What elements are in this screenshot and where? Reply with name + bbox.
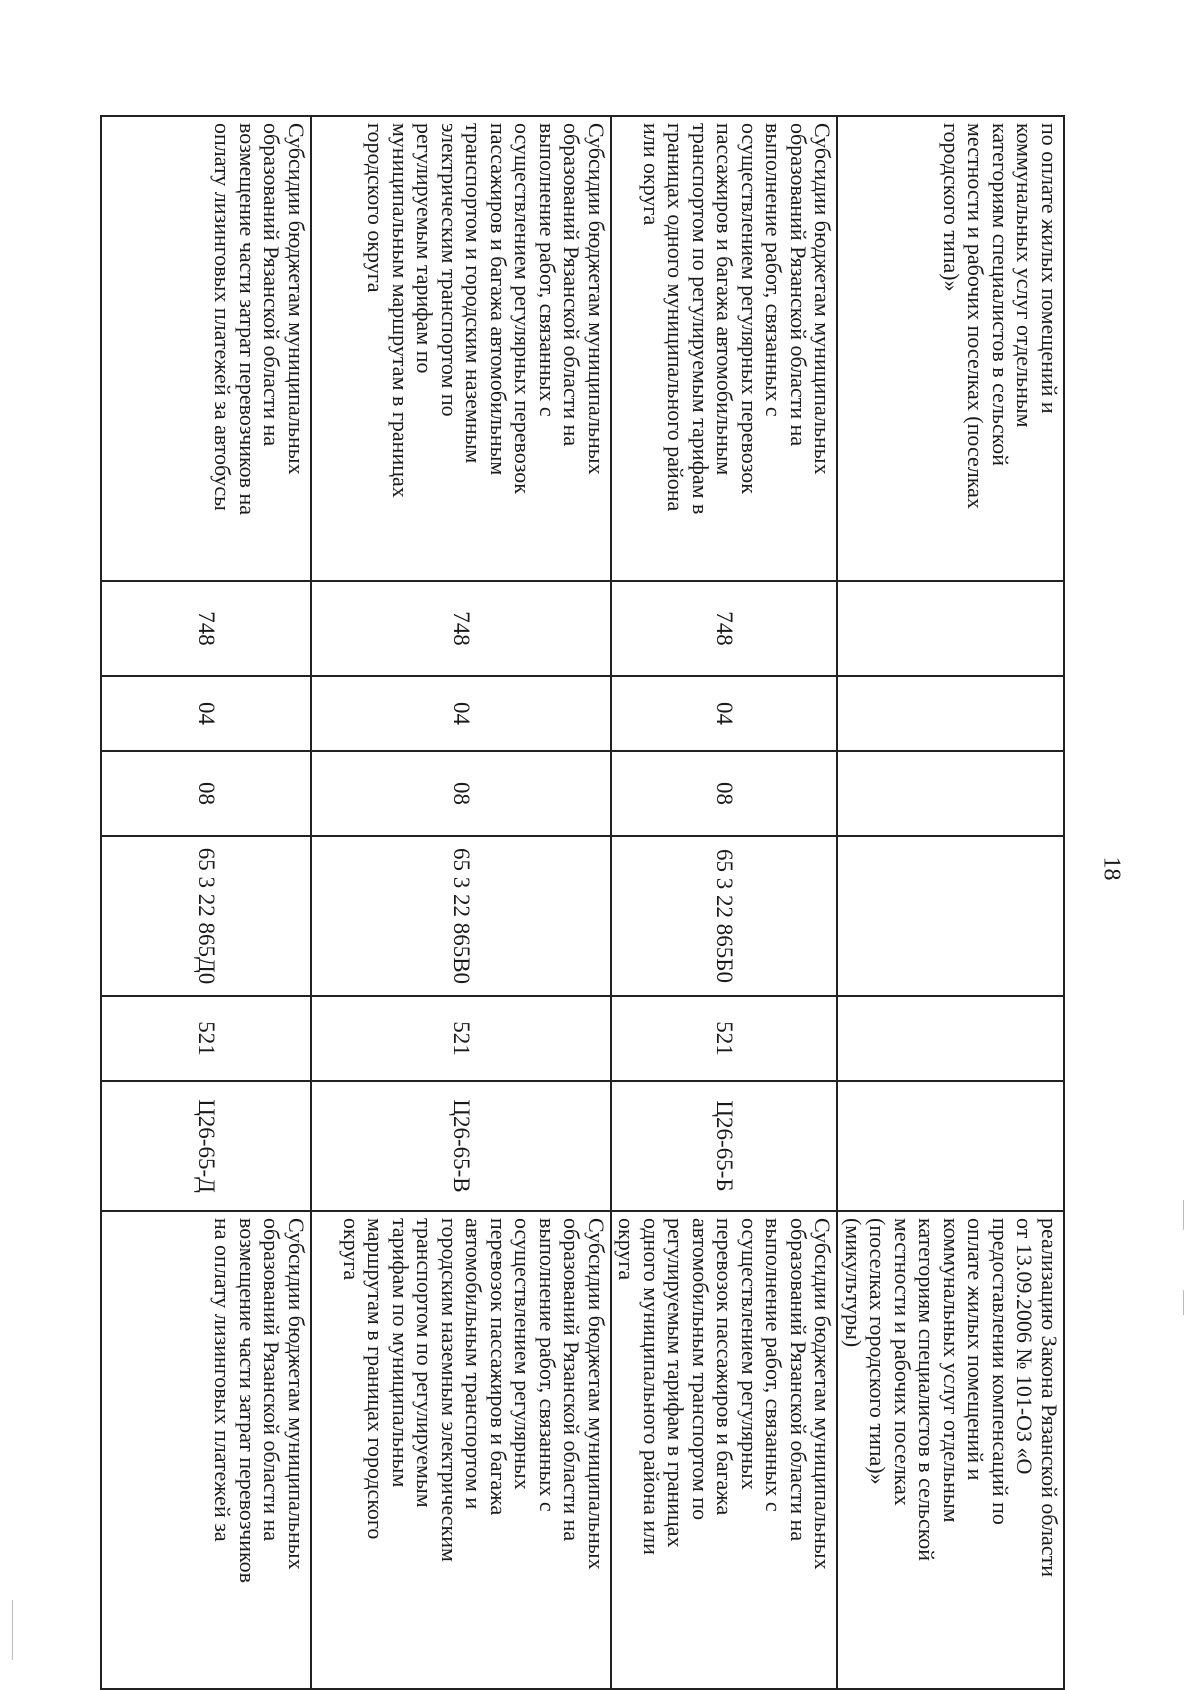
table-row — [101, 116, 311, 1689]
subsection-code — [838, 751, 1065, 836]
purpose-description: Субсидии бюджетам муниципальных образований Рязанской области на возмещение части затрат перевозчиков на оплату лизинговых платежей за — [101, 1211, 311, 1689]
row-description: Субсидии бюджетам муниципальных образований Рязанской области на возмещение части затрат перевозчиков на оплату лизинговых платежей за автобусы — [101, 116, 311, 581]
purpose-description: реализацию Закона Рязанской области от 13.09.2006 № 101-ОЗ «О предоставлении компенсаций по оплате жилых помещений и коммунальных услуг отдельным категориям специалистов в сельской местности и рабочих поселках (поселках городского типа)» (микулътуры) — [838, 1211, 1065, 1689]
section-code: 04 — [101, 676, 311, 751]
expense-type-code — [838, 996, 1065, 1081]
row-description: Субсидии бюджетам муниципальных образований Рязанской области на выполнение работ, связанных с осуществлением регулярных перевозок пассажиров и багажа автомобильным транспортом по регулируемым тарифам в границах одного муниципального района или округа — [611, 116, 838, 581]
target-article-code: 65 3 22 865Б0 — [611, 836, 838, 996]
purpose-code: Ц26-65-Б — [611, 1081, 838, 1211]
purpose-code: Ц26-65-В — [311, 1081, 611, 1211]
admin-code: 748 — [101, 581, 311, 676]
page-number: 18 — [1098, 856, 1125, 881]
target-article-code: 65 3 22 865Д0 — [101, 836, 311, 996]
admin-code: 748 — [611, 581, 838, 676]
purpose-code: Ц26-65-Д — [101, 1081, 311, 1211]
purpose-description: Субсидии бюджетам муниципальных образований Рязанской области на выполнение работ, связанных с осуществлением регулярных перевозок пассажиров и багажа автомобильным транспортом по регулируемым тарифам в границах одного муниципального района или округа — [611, 1211, 838, 1689]
table-row — [838, 116, 1065, 1689]
target-article-code: 65 3 22 865В0 — [311, 836, 611, 996]
table-row — [611, 116, 838, 1689]
section-code — [838, 676, 1065, 751]
expense-type-code: 521 — [311, 996, 611, 1081]
row-description: по оплате жилых помещений и коммунальных услуг отдельным категориям специалистов в сельской местности и рабочих поселках (поселках городского типа)» — [838, 116, 1065, 581]
section-code: 04 — [611, 676, 838, 751]
scan-edge-mark — [1183, 1290, 1184, 1315]
subsection-code: 08 — [311, 751, 611, 836]
admin-code: 748 — [311, 581, 611, 676]
target-article-code — [838, 836, 1065, 996]
admin-code — [838, 581, 1065, 676]
section-code: 04 — [311, 676, 611, 751]
table-row — [311, 116, 611, 1689]
expense-type-code: 521 — [101, 996, 311, 1081]
expense-type-code: 521 — [611, 996, 838, 1081]
scan-edge-mark — [1183, 1200, 1184, 1230]
budget-table — [100, 115, 1065, 1690]
subsection-code: 08 — [101, 751, 311, 836]
subsection-code: 08 — [611, 751, 838, 836]
purpose-description: Субсидии бюджетам муниципальных образований Рязанской области на выполнение работ, связанных с осуществлением регулярных перевозок пассажиров и багажа автомобильным транспортом и городским наземным электрическим транспортом по регулируемым тарифам по муниципальным маршрутам в границах городского округа — [311, 1211, 611, 1689]
purpose-code — [838, 1081, 1065, 1211]
scan-edge-mark — [12, 1600, 13, 1660]
row-description: Субсидии бюджетам муниципальных образований Рязанской области на выполнение работ, связанных с осуществлением регулярных перевозок пассажиров и багажа автомобильным транспортом и городским наземным электрическим транспортом по регулируемым тарифам по муниципальным маршрутам в границах городского округа — [311, 116, 611, 581]
rotated-table-container — [110, 115, 1065, 1688]
